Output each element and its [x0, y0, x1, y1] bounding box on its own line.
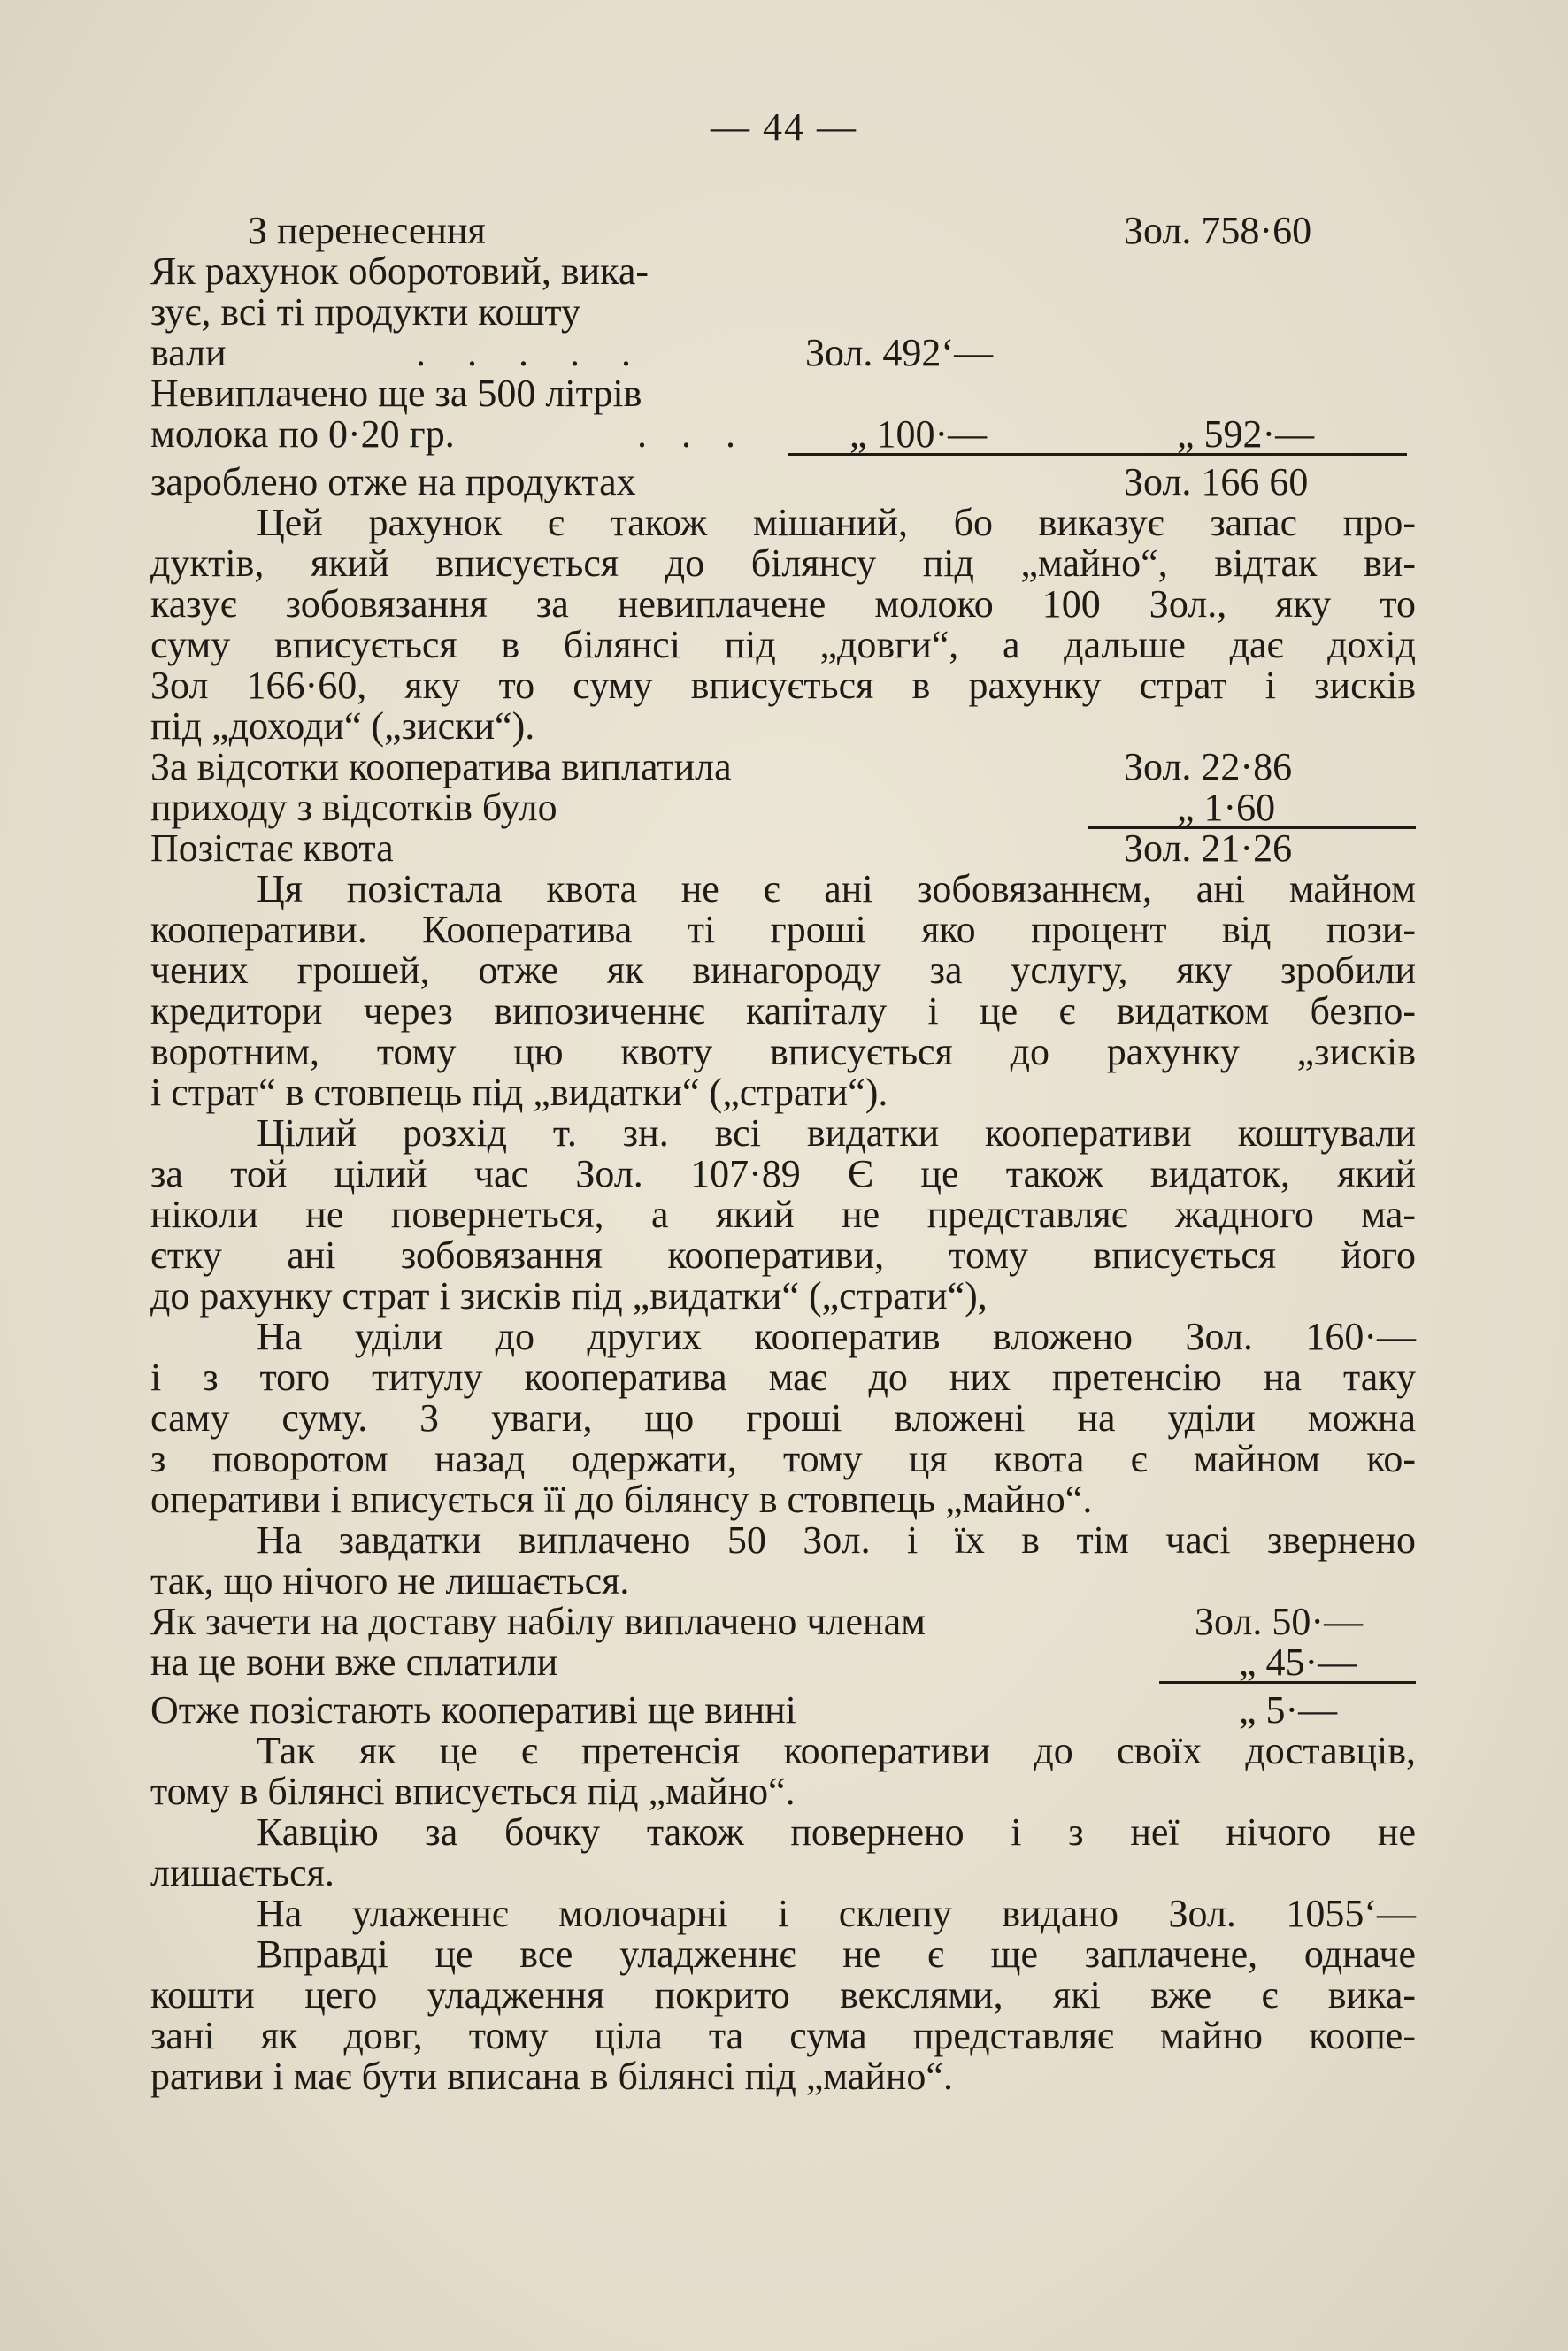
interest-rest-label: Позістає квота	[150, 826, 394, 870]
para-line: Зол 166·60, яку то суму вписується в рахунку страт і зисків	[150, 664, 1416, 707]
para-line: зані як довг, тому ціла та сума представляє майно коопе-	[150, 2014, 1416, 2057]
paragraph-1	[150, 503, 1416, 747]
unpaid-label-2: молока по 0·20 гр.	[150, 412, 455, 456]
para-line: за той цілий час Зол. 107·89 Є це також видаток, який	[150, 1152, 1416, 1195]
para-line: ративи і має бути вписана в білянсі під „майно“.	[150, 2055, 953, 2098]
para-line: дуктів, який вписується до білянсу під „майно“, відтак ви-	[150, 542, 1416, 585]
para-line: На улаженнє молочарні і склепу видано Зол. 1055‘—	[257, 1892, 1416, 1935]
para-line: На завдатки виплачено 50 Зол. і їх в тім часі звернено	[257, 1518, 1416, 1562]
earned-value: Зол. 166 60	[1124, 460, 1309, 503]
advance-value: Зол. 50·—	[1195, 1600, 1364, 1643]
statement-row-turnover-3	[150, 333, 1416, 373]
statement-row-unpaid-1	[150, 373, 1416, 414]
para-line: На уділи до других кооператив вложено Зол. 160·—	[257, 1315, 1416, 1358]
deliveries-row-repaid	[150, 1642, 1416, 1683]
deliveries-row-advance	[150, 1602, 1416, 1642]
para-line: Цей рахунок є також мішаний, бо виказує запас про-	[257, 501, 1416, 544]
interest-income-value: „ 1·60	[1177, 786, 1276, 829]
statement-row-turnover-1	[150, 251, 1416, 292]
para-line: лишається.	[150, 1851, 334, 1894]
earned-label: зароблено отже на продуктах	[150, 460, 636, 503]
para-line: єтку ані зобовязання кооперативи, тому вписується його	[150, 1233, 1416, 1277]
para-line: Ця позістала квота не є ані зобовязаннєм, ані майном	[257, 867, 1416, 910]
para-line: воротним, тому цю квоту вписується до рахунку „зисків	[150, 1030, 1416, 1073]
para-line: під „доходи“ („зиски“).	[150, 704, 535, 748]
interest-paid-label: За відсотки кооператива виплатила	[150, 745, 732, 788]
para-line: Так як це є претенсія кооперативи до своїх доставців,	[257, 1729, 1416, 1772]
para-line: з поворотом назад одержати, тому ця квота є майном ко-	[150, 1437, 1416, 1480]
turnover-label-1: Як рахунок оборотовий, вика-	[150, 250, 649, 293]
para-line: казує зобовязання за невиплачене молоко 100 Зол., яку то	[150, 582, 1416, 626]
repaid-label: на це вони вже сплатили	[150, 1640, 558, 1684]
statement-row-turnover-2	[150, 292, 1416, 333]
interest-rest-value: Зол. 21·26	[1124, 826, 1293, 870]
para-line: кредитори через випозиченнє капіталу і це є видатком безпо-	[150, 989, 1416, 1033]
interest-row-income	[150, 788, 1416, 828]
turnover-label-2: зує, всі ті продукти кошту	[150, 290, 580, 334]
para-line: Цілий розхід т. зн. всі видатки кооперативи коштували	[257, 1111, 1416, 1155]
para-line: кооперативи. Кооператива ті гроші яко процент від пози-	[150, 908, 1416, 951]
paragraph-9	[150, 1934, 1416, 2097]
owed-value: „ 5·—	[1239, 1688, 1338, 1732]
turnover-value: Зол. 492‘—	[805, 331, 994, 374]
carried-label: З перенесення	[248, 209, 486, 252]
para-line: кошти цего уладження покрито векслями, які вже є вика-	[150, 1973, 1416, 2017]
interest-paid-value: Зол. 22·86	[1124, 745, 1293, 788]
body-text	[150, 211, 1416, 2097]
carried-value: Зол. 758·60	[1124, 209, 1312, 252]
para-line: так, що нічого не лишається.	[150, 1559, 630, 1602]
deliveries-rule	[1159, 1681, 1416, 1684]
paragraph-7	[150, 1812, 1416, 1894]
statement-row-unpaid-2	[150, 414, 1416, 455]
paragraph-6	[150, 1731, 1416, 1812]
paragraph-5	[150, 1520, 1416, 1602]
unpaid-value: „ 100·—	[849, 412, 988, 456]
interest-row-paid	[150, 747, 1416, 788]
paragraph-8	[150, 1894, 1416, 1934]
unpaid-total: „ 592·—	[1177, 412, 1315, 456]
unpaid-dots: . . .	[637, 412, 748, 456]
para-line: Кавцію за бочку також повернено і з неї нічого не	[257, 1810, 1416, 1854]
paragraph-2	[150, 869, 1416, 1113]
statement-row-earned	[150, 462, 1416, 503]
para-line: тому в білянсі вписується під „майно“.	[150, 1770, 796, 1813]
unpaid-label-1: Невиплачено ще за 500 літрів	[150, 372, 642, 415]
para-line: до рахунку страт і зисків під „видатки“ („страти“),	[150, 1274, 988, 1318]
para-line: суму вписується в білянсі під „довги“, а дальше дає дохід	[150, 623, 1416, 666]
deliveries-row-owed	[150, 1690, 1416, 1731]
para-line: і страт“ в стовпець під „видатки“ („страти“).	[150, 1071, 888, 1114]
paragraph-3	[150, 1113, 1416, 1317]
interest-row-rest	[150, 828, 1416, 869]
turnover-dots: . . . . .	[416, 331, 647, 374]
statement-row-carried	[150, 211, 1416, 251]
para-line: Вправді це все уладженнє не є ще заплачене, одначе	[257, 1932, 1416, 1976]
turnover-label-3: вали	[150, 331, 227, 374]
page-number: — 44 —	[711, 105, 857, 149]
owed-label: Отже позістають кооперативі ще винні	[150, 1688, 796, 1732]
para-line: і з того титулу кооператива має до них претенсію на таку	[150, 1356, 1416, 1399]
para-line: оперативи і вписується її до білянсу в стовпець „майно“.	[150, 1478, 1093, 1521]
para-line: ніколи не повернеться, а який не представляє жадного ма-	[150, 1193, 1416, 1236]
advance-label: Як зачети на доставу набілу виплачено членам	[150, 1600, 926, 1643]
paragraph-4	[150, 1317, 1416, 1520]
interest-income-label: приходу з відсотків було	[150, 786, 557, 829]
para-line: саму суму. З уваги, що гроші вложені на уділи можна	[150, 1396, 1416, 1440]
repaid-value: „ 45·—	[1239, 1640, 1357, 1684]
sum-rule	[788, 453, 1407, 456]
para-line: чених грошей, отже як винагороду за услугу, яку зробили	[150, 949, 1416, 992]
